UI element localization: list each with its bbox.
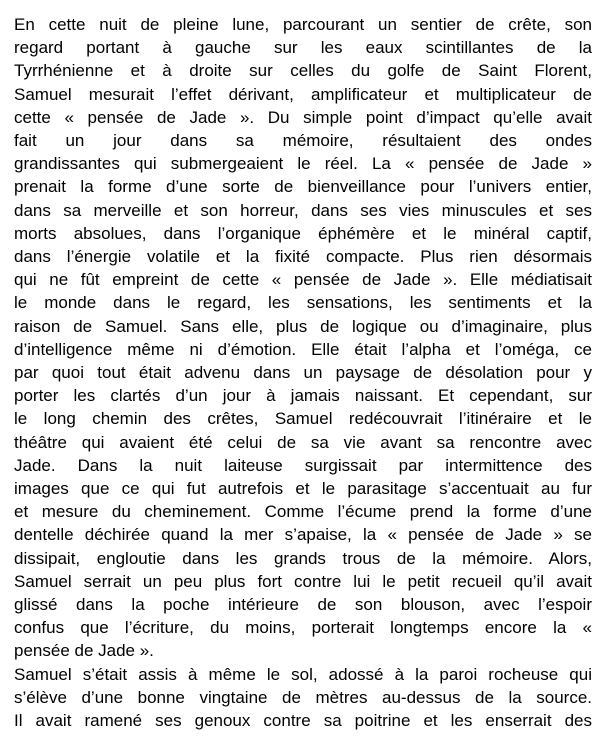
- text-line: Jade. Dans la nuit laiteuse surgissait par intermittence des: [14, 455, 592, 475]
- text-line: regard portant à gauche sur les eaux scintillantes de la: [14, 38, 592, 58]
- text-line: et mesure du cheminement. Comme l’écume prend la forme d’une: [14, 502, 592, 522]
- text-line: prenait la forme d’une sorte de bienveillance pour l’univers entier,: [14, 177, 592, 197]
- text-line: le long chemin des crêtes, Samuel redécouvrait l’itinéraire et le: [14, 409, 592, 429]
- text-line: Samuel s’était assis à même le sol, adossé à la paroi rocheuse qui: [14, 664, 592, 684]
- text-line: dentelle déchirée quand la mer s’apaise, la « pensée de Jade » se: [14, 525, 592, 545]
- text-line: dans l’énergie volatile et la fixité compacte. Plus rien désormais: [14, 247, 592, 267]
- text-line: théâtre qui avaient été celui de sa vie avant sa rencontre avec: [14, 432, 592, 452]
- text-line: porter les clartés d’un jour à jamais naissant. Et cependant, sur: [14, 386, 592, 406]
- text-line: En cette nuit de pleine lune, parcourant un sentier de crête, son: [14, 15, 592, 34]
- text-line: qui ne fût empreint de cette « pensée de Jade ». Elle médiatisait: [14, 270, 592, 290]
- text-line: s’élève d’une bonne vingtaine de mètres au-dessus de la source.: [14, 687, 592, 707]
- text-line: Tyrrhénienne et à droite sur celles du golfe de Saint Florent,: [14, 61, 592, 81]
- text-line: Il avait ramené ses genoux contre sa poitrine et les enserrait des: [14, 711, 592, 731]
- text-line: confus que l’écriture, du moins, porterait longtemps encore la «: [14, 618, 592, 638]
- text-line: par quoi tout était advenu dans un paysage de désolation pour y: [14, 363, 592, 383]
- text-line: raison de Samuel. Sans elle, plus de logique ou d’imaginaire, plus: [14, 316, 592, 336]
- text-line: images que ce qui fut autrefois et le parasitage s’accentuait au fur: [14, 479, 592, 499]
- text-line: grandissantes qui submergeaient le réel. La « pensée de Jade »: [14, 154, 592, 174]
- text-line: dans sa merveille et son horreur, dans ses vies minuscules et ses: [14, 200, 592, 220]
- text-line: le monde dans le regard, les sensations, les sentiments et la: [14, 293, 592, 313]
- text-line: morts absolues, dans l’organique éphémère et le minéral captif,: [14, 223, 592, 243]
- text-line: pensée de Jade ».: [14, 641, 154, 661]
- text-line: glissé dans la poche intérieure de son blouson, avec l’espoir: [14, 595, 592, 615]
- text-line: Samuel serrait un peu plus fort contre lui le petit recueil qu’il avait: [14, 571, 592, 591]
- text-line: cette « pensée de Jade ». Du simple point d’impact qu’elle avait: [14, 107, 592, 127]
- text-line: Samuel mesurait l’effet dérivant, amplificateur et multiplicateur de: [14, 84, 592, 104]
- text-line: fait un jour dans sa mémoire, résultaient des ondes: [14, 131, 592, 151]
- text-line: d’intelligence même ni d’émotion. Elle était l’alpha et l’oméga, ce: [14, 339, 592, 359]
- text-line: dissipait, engloutie dans les grands trous de la mémoire. Alors,: [14, 548, 592, 568]
